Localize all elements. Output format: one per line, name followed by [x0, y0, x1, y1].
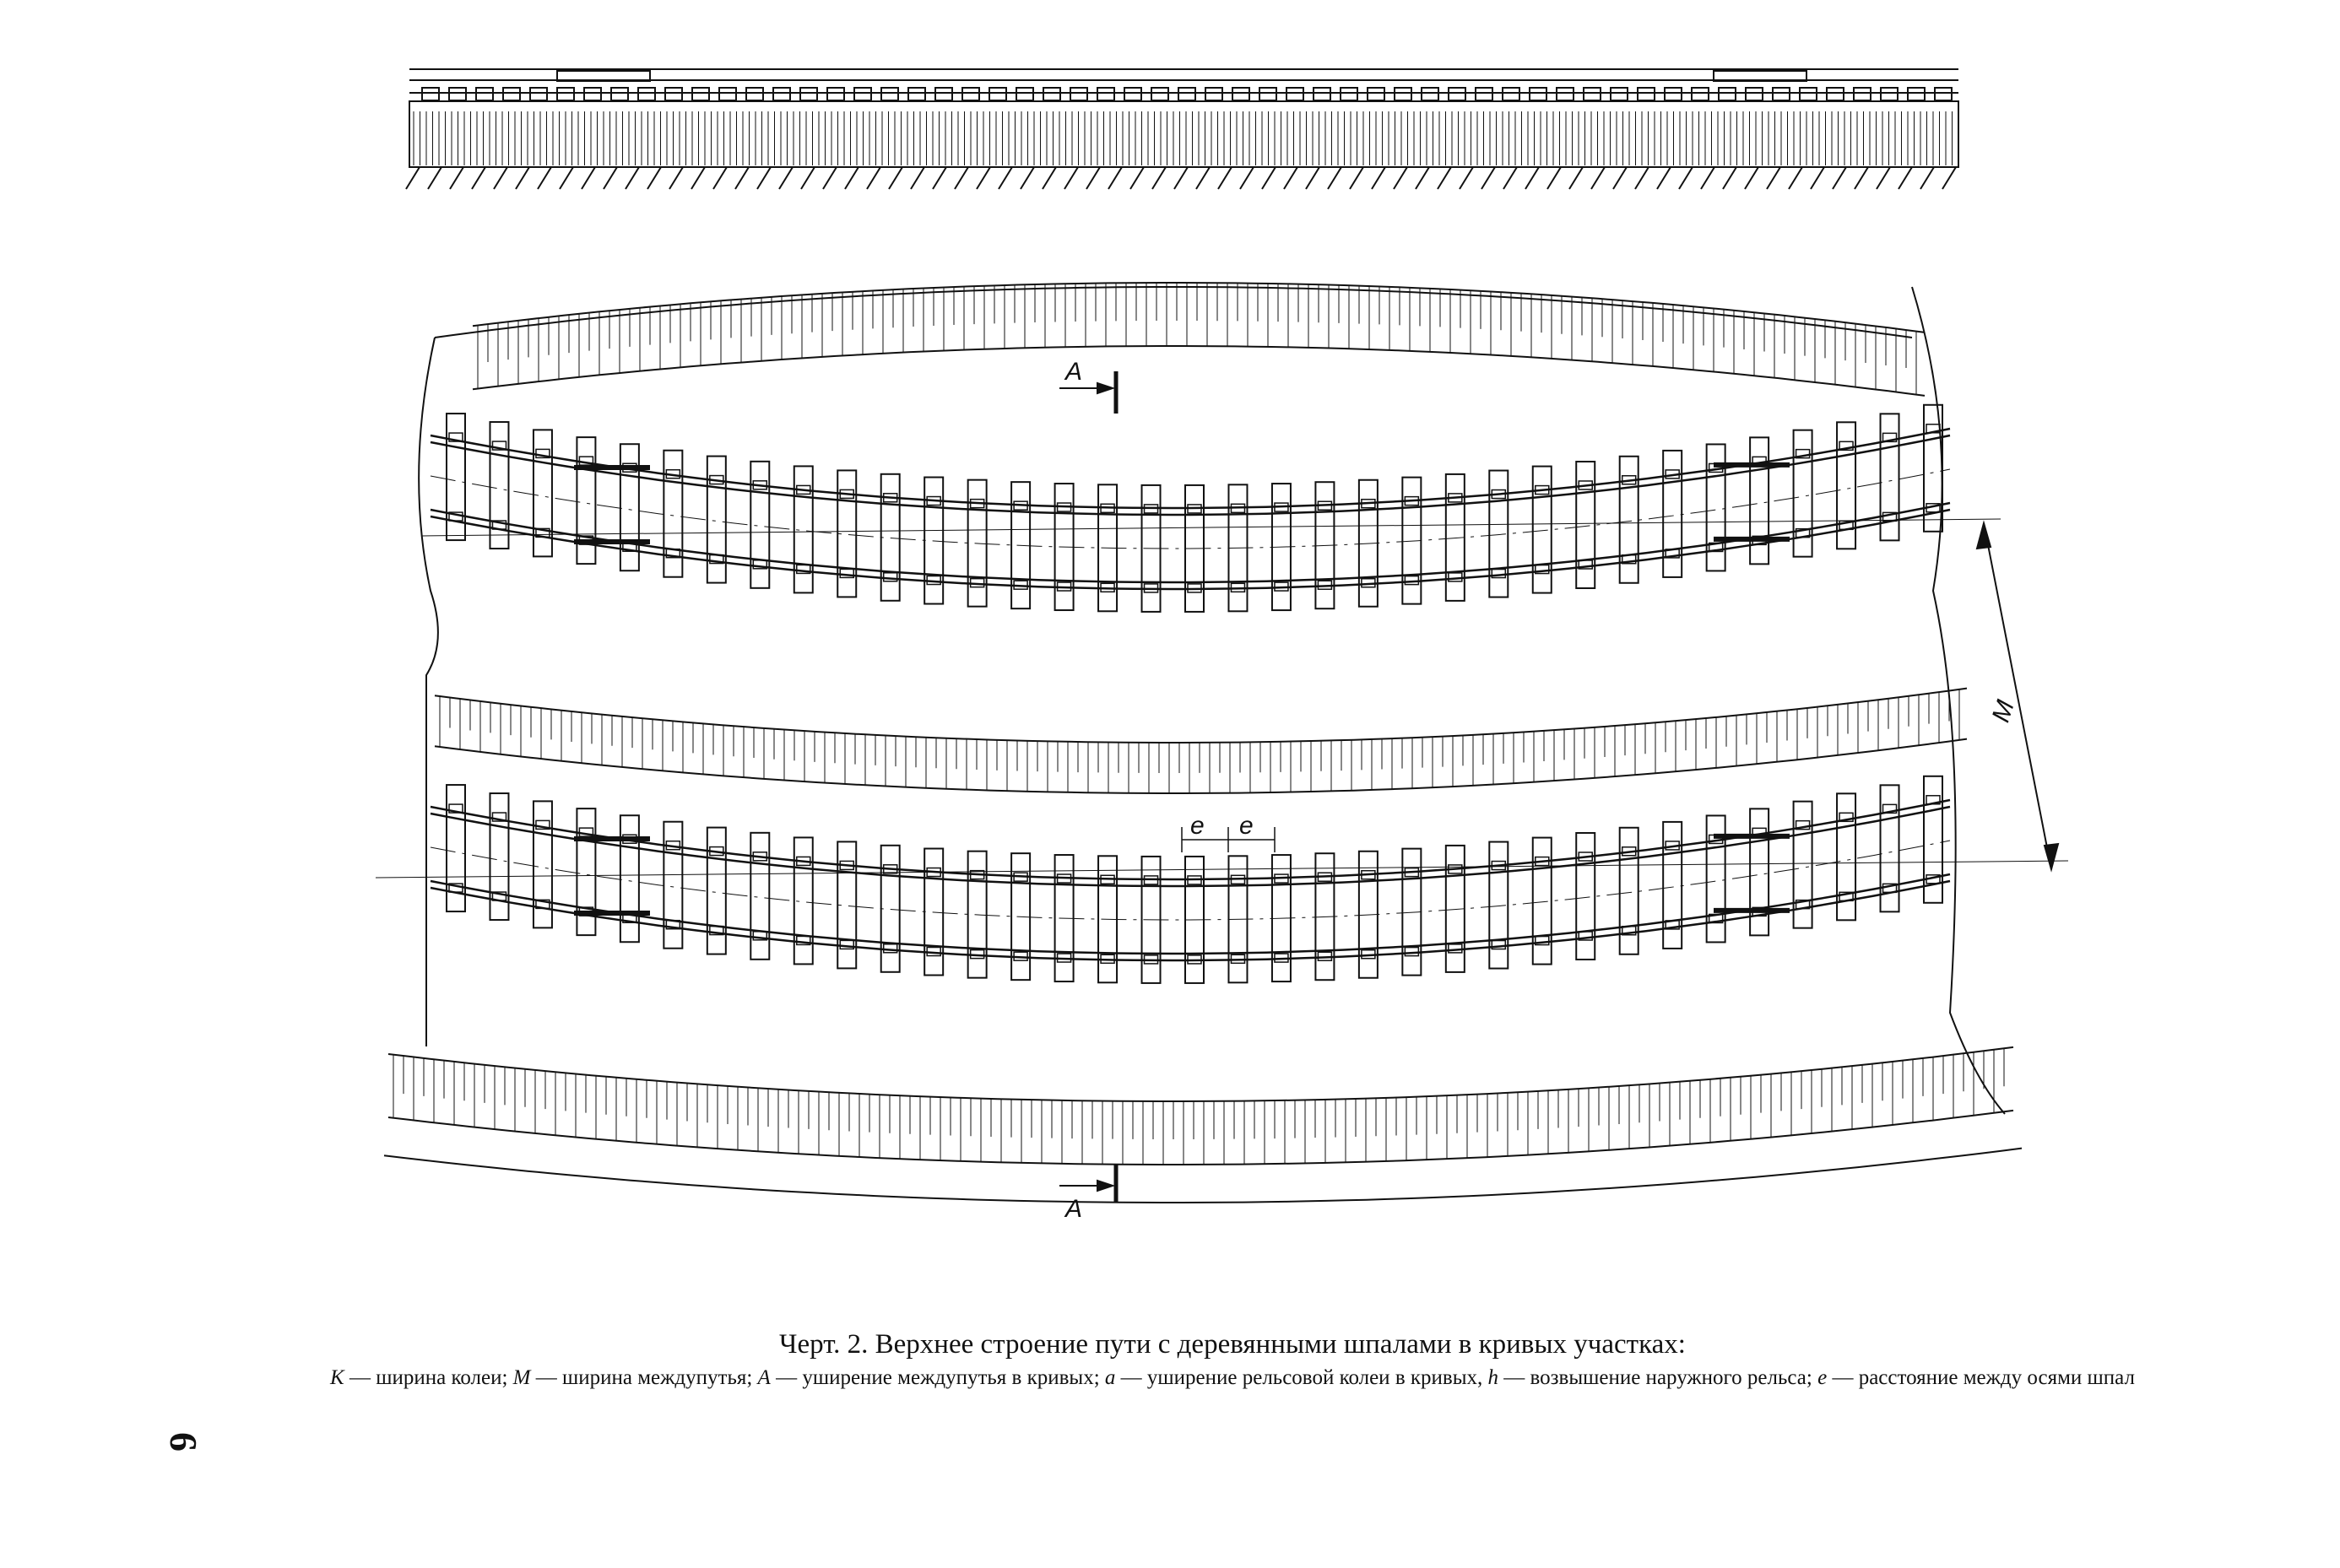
legend-symbol: M — [512, 1366, 531, 1389]
ground-hatch — [911, 167, 924, 189]
ground-hatch — [955, 167, 968, 189]
ground-hatch — [1306, 167, 1319, 189]
ground-hatch — [1152, 167, 1166, 189]
sleeper-profile — [1476, 88, 1492, 100]
sleeper-profile — [584, 88, 601, 100]
track-2-rail-inner — [431, 881, 1950, 960]
ground-hatch — [1043, 167, 1056, 189]
track-1-tie-plate — [884, 573, 897, 581]
ground-hatch — [1460, 167, 1473, 189]
ground-hatch — [845, 167, 859, 189]
ground-hatch — [1021, 167, 1034, 189]
ground-hatch — [1240, 167, 1254, 189]
ground-hatch — [1679, 167, 1693, 189]
sleeper-profile — [1881, 88, 1898, 100]
ground-hatch — [691, 167, 705, 189]
sleeper-profile — [1935, 88, 1952, 100]
legend-symbol: K — [330, 1366, 344, 1389]
sleeper-profile — [881, 88, 898, 100]
section-arrowhead-top — [1097, 383, 1113, 393]
ground-hatch — [867, 167, 880, 189]
sleeper-profile — [1854, 88, 1871, 100]
ground-hatch — [1569, 167, 1583, 189]
legend-text: — ширина междупутья; — [530, 1366, 758, 1389]
ground-hatch — [1108, 167, 1122, 189]
ground-hatch — [713, 167, 727, 189]
ground-hatch — [1920, 167, 1934, 189]
ground-hatch — [406, 167, 420, 189]
sleeper-profile — [665, 88, 682, 100]
dimension-m-arrow-top — [1977, 523, 1991, 549]
ground-hatch — [1855, 167, 1868, 189]
legend-text: — возвышение наружного рельса; — [1498, 1366, 1818, 1389]
sleeper-profile — [1178, 88, 1195, 100]
ground-hatch — [735, 167, 749, 189]
sleeper-spacing-label-2: e — [1239, 812, 1254, 840]
ground-hatch — [1942, 167, 1956, 189]
legend-symbol: a — [1104, 1366, 1116, 1389]
ground-hatch — [1064, 167, 1078, 189]
sleeper-profile — [908, 88, 925, 100]
legend-text: — ширина колеи; — [344, 1366, 513, 1389]
sleeper-profile — [449, 88, 466, 100]
ground-hatch — [1547, 167, 1561, 189]
dimension-m-line — [1984, 523, 2051, 869]
ground-hatch — [516, 167, 529, 189]
slope-band-middle-edge-b — [435, 739, 1967, 793]
sleeper-profile — [1557, 88, 1574, 100]
ground-hatch — [428, 167, 441, 189]
sleeper-profile — [692, 88, 709, 100]
sleeper-profile — [1097, 88, 1114, 100]
ground-hatch — [779, 167, 793, 189]
dimension-m-arrow-bottom — [2045, 844, 2058, 869]
ground-hatch — [1372, 167, 1385, 189]
track-2-axis-extension — [376, 861, 2068, 878]
ground-hatch — [450, 167, 463, 189]
ground-hatch — [757, 167, 771, 189]
sleeper-profile — [1800, 88, 1817, 100]
sleeper-profile — [1503, 88, 1519, 100]
sleeper-profile — [1827, 88, 1844, 100]
ground-hatch — [801, 167, 815, 189]
legend-text: — уширение междупутья в кривых; — [770, 1366, 1105, 1389]
ground-hatch — [647, 167, 661, 189]
ground-hatch — [582, 167, 595, 189]
ground-hatch — [1174, 167, 1188, 189]
sleeper-profile — [1422, 88, 1438, 100]
ground-hatch — [472, 167, 485, 189]
sleeper-spacing-label-1: e — [1190, 812, 1205, 840]
sleeper-profile — [1232, 88, 1249, 100]
legend-symbol: h — [1487, 1366, 1498, 1389]
slope-band-bottom-edge-a — [388, 1047, 2013, 1101]
sleeper-profile — [1368, 88, 1384, 100]
sleeper-profile — [611, 88, 628, 100]
sleeper-profile — [1070, 88, 1087, 100]
ground-hatch — [1394, 167, 1407, 189]
section-label-bottom: A — [1065, 1195, 1083, 1223]
sleeper-profile — [1124, 88, 1141, 100]
slope-band-middle-edge-a — [435, 689, 1967, 743]
legend-symbol: e — [1817, 1366, 1828, 1389]
plan-top-edge — [435, 287, 1912, 338]
ground-hatch — [1833, 167, 1846, 189]
ground-hatch — [1503, 167, 1517, 189]
slope-band-top-edge-b — [473, 346, 1925, 396]
sleeper-profile — [1286, 88, 1303, 100]
page-number: 6 — [162, 1432, 205, 1452]
sleeper-profile — [1151, 88, 1168, 100]
figure-legend — [211, 1364, 2254, 1392]
ground-hatch — [1789, 167, 1802, 189]
sleeper-profile — [800, 88, 817, 100]
ground-hatch — [1086, 167, 1100, 189]
sleeper-profile — [1395, 88, 1411, 100]
sleeper-profile — [935, 88, 952, 100]
ground-hatch — [669, 167, 683, 189]
sleeper-profile — [962, 88, 979, 100]
sleeper-profile — [1259, 88, 1276, 100]
track-2-tie-plate — [1449, 944, 1462, 953]
ground-hatch — [1767, 167, 1780, 189]
ground-hatch — [1899, 167, 1912, 189]
sleeper-profile — [1665, 88, 1682, 100]
ground-hatch — [1525, 167, 1539, 189]
track-spacing-label: M — [1986, 696, 2020, 726]
sleeper-profile — [1773, 88, 1790, 100]
figure-caption: Черт. 2. Верхнее строение пути с деревянными шпалами в кривых участках: — [779, 1329, 1686, 1360]
ground-hatch — [1657, 167, 1671, 189]
legend-text: — расстояние между осями шпал — [1827, 1366, 2135, 1389]
sleeper-profile — [1719, 88, 1736, 100]
sleeper-profile — [1341, 88, 1357, 100]
plan-view — [376, 283, 2068, 1203]
sleeper-profile — [854, 88, 871, 100]
side-elevation-view — [406, 69, 1958, 189]
track-1-rail-outer — [431, 435, 1950, 515]
ground-hatch — [1613, 167, 1627, 189]
ground-hatch — [889, 167, 902, 189]
ground-hatch — [933, 167, 946, 189]
track-2-tie-plate — [884, 944, 897, 953]
sleeper-profile — [719, 88, 736, 100]
ground-hatch — [604, 167, 617, 189]
sleeper-profile — [638, 88, 655, 100]
ground-hatch — [1262, 167, 1276, 189]
ground-hatch — [538, 167, 551, 189]
ground-hatch — [1481, 167, 1495, 189]
sleeper-profile — [1205, 88, 1222, 100]
ground-hatch — [999, 167, 1012, 189]
ground-hatch — [1130, 167, 1144, 189]
sleeper-profile — [422, 88, 439, 100]
drawing-labels — [1064, 358, 2020, 1223]
section-label-top: A — [1065, 358, 1083, 386]
ground-hatch — [1877, 167, 1890, 189]
sleeper-profile — [1638, 88, 1655, 100]
ground-hatch — [1811, 167, 1824, 189]
ground-hatch — [1635, 167, 1649, 189]
sleeper-profile — [773, 88, 790, 100]
slope-band-bottom-edge-b — [388, 1111, 2013, 1165]
ground-hatch — [977, 167, 990, 189]
ground-hatch — [560, 167, 573, 189]
plan-right-edge — [1912, 287, 2005, 1114]
ground-hatch — [1438, 167, 1451, 189]
ground-hatch — [626, 167, 639, 189]
sleeper-profile — [1746, 88, 1763, 100]
ground-hatch — [494, 167, 507, 189]
sleeper-profile — [557, 88, 574, 100]
plan-bottom-edge — [384, 1149, 2022, 1203]
ground-hatch — [1723, 167, 1736, 189]
sleeper-profile — [530, 88, 547, 100]
ground-hatch — [1591, 167, 1605, 189]
track-1-axis-extension — [422, 519, 2001, 536]
sleeper-profile — [1692, 88, 1709, 100]
sleeper-profile — [503, 88, 520, 100]
sleeper-profile — [827, 88, 844, 100]
legend-symbol: A — [757, 1366, 771, 1389]
ground-hatch — [1416, 167, 1429, 189]
track-1-tie-plate — [1449, 573, 1462, 581]
section-arrowhead-bottom — [1097, 1181, 1113, 1191]
ground-hatch — [1701, 167, 1714, 189]
sleeper-profile — [1016, 88, 1033, 100]
sleeper-profile — [1908, 88, 1925, 100]
sleeper-profile — [1530, 88, 1546, 100]
ground-hatch — [1350, 167, 1363, 189]
ground-hatch — [1328, 167, 1341, 189]
sleeper-profile — [1043, 88, 1060, 100]
sleeper-profile — [746, 88, 763, 100]
sleeper-profile — [1314, 88, 1330, 100]
sleeper-profile — [1449, 88, 1465, 100]
track-1-rail-outer — [431, 429, 1950, 508]
ground-hatch — [1745, 167, 1758, 189]
ground-hatch — [1284, 167, 1297, 189]
sleeper-profile — [1611, 88, 1628, 100]
ground-hatch — [1218, 167, 1232, 189]
ground-hatch — [1196, 167, 1210, 189]
sleeper-profile — [1584, 88, 1601, 100]
legend-text: — уширение рельсовой колеи в кривых, — [1115, 1366, 1488, 1389]
ground-hatch — [823, 167, 837, 189]
sleeper-profile — [476, 88, 493, 100]
sleeper-profile — [989, 88, 1006, 100]
